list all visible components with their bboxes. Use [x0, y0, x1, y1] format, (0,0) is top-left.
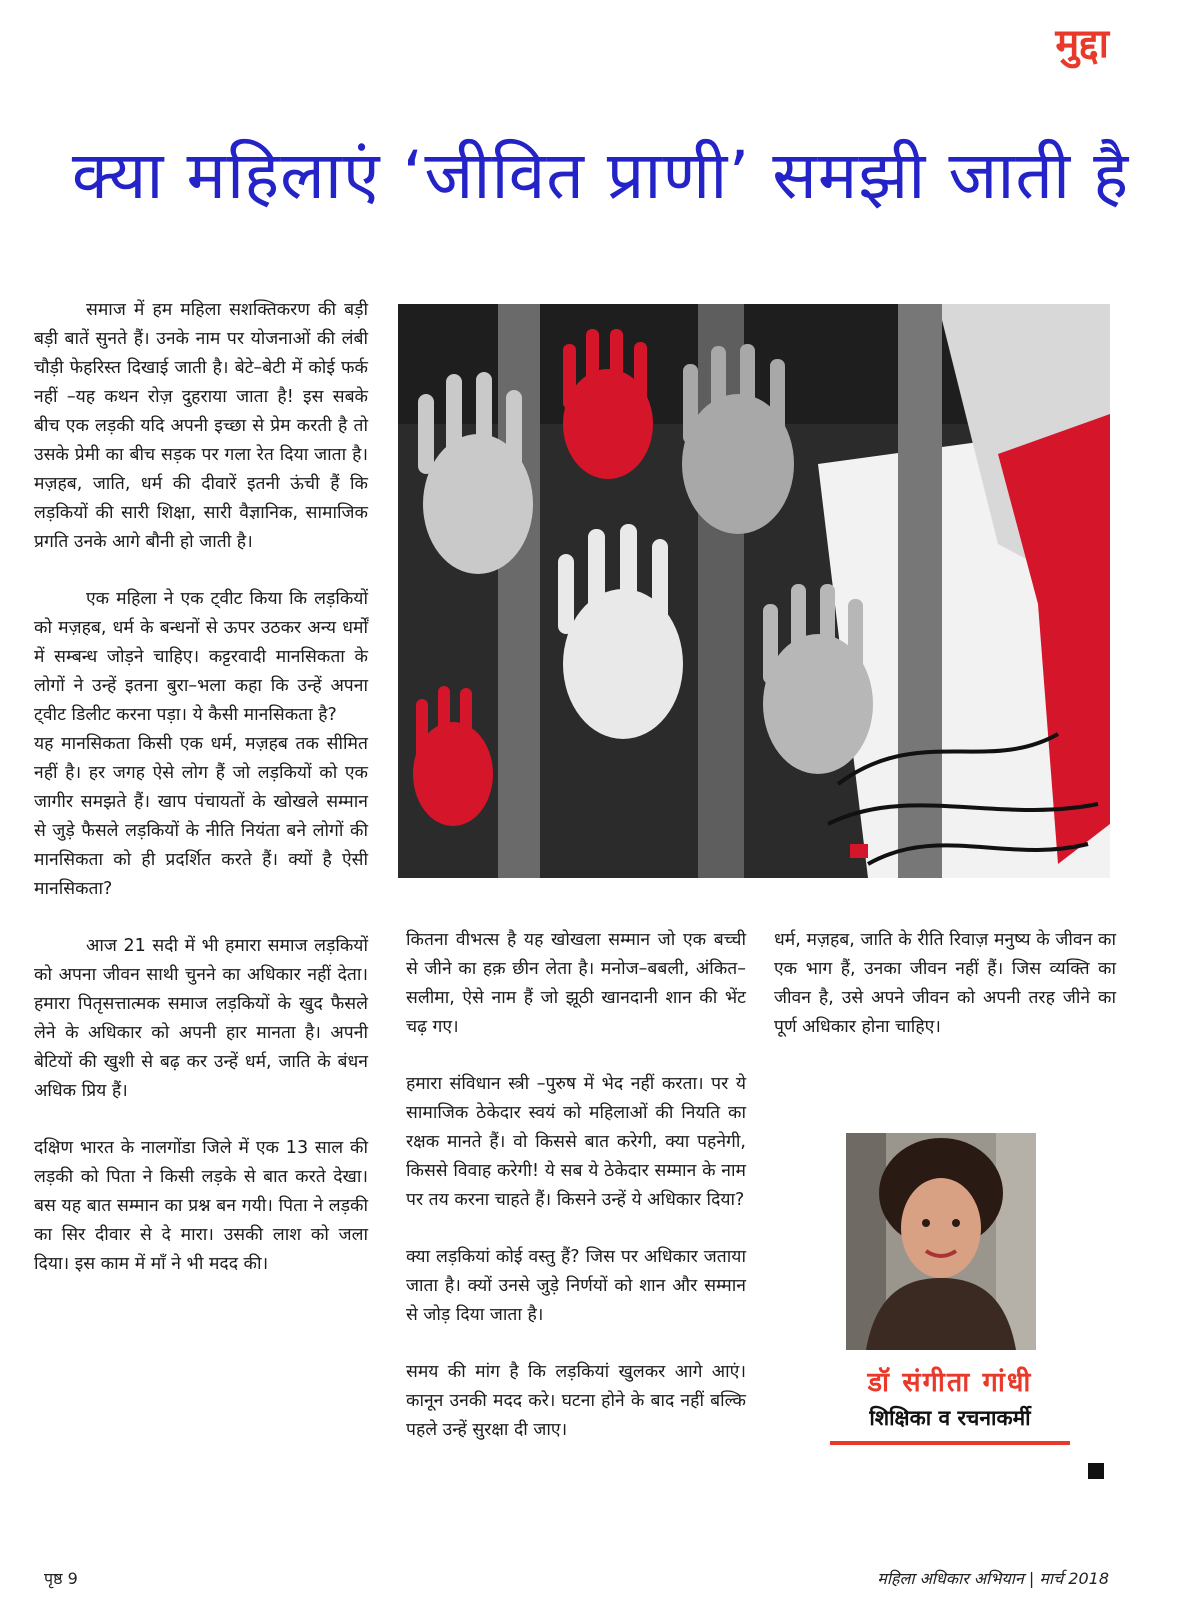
- paragraph: आज 21 सदी में भी हमारा समाज लड़कियों को अपना जीवन साथी चुनने का अधिकार नहीं देता। हमारा पितृसत्तात्मक समाज लड़कियों के खुद फैसले लेने के अधिकार को अपनी हार मानता है। अपनी बेटियों की खुशी से बढ़ कर उन्हें धर्म, जाति के बंधन अधिक प्रिय हैं।: [34, 936, 368, 1101]
- column-2: [406, 926, 746, 1445]
- column-1: [34, 296, 368, 1307]
- author-name: डॉ संगीता गांधी: [867, 1367, 1033, 1398]
- author-divider: [830, 1441, 1070, 1445]
- publication-footer: महिला अधिकार अभियान | मार्च 2018: [877, 1569, 1109, 1588]
- paragraph: हमारा संविधान स्त्री –पुरुष में भेद नहीं करता। पर ये सामाजिक ठेकेदार स्वयं को महिलाओं की नियति का रक्षक मानते हैं। वो किससे बात करेगी, क्या पहनेगी, किससे विवाह करेगी! ये सब ये ठेकेदार सम्मान के नाम पर तय करना चाहते हैं। किसने उन्हें ये अधिकार दिया?: [406, 1074, 746, 1210]
- paragraph: दक्षिण भारत के नालगोंडा जिले में एक 13 साल की लड़की को पिता ने किसी लड़के से बात करते देखा। बस यह बात सम्मान का प्रश्न बन गयी। पिता ने लड़की का सिर दीवार से दे मारा। उसकी लाश को जला दिया। इस काम में माँ ने भी मदद की।: [34, 1138, 368, 1274]
- paragraph: यह मानसिकता किसी एक धर्म, मज़हब तक सीमित नहीं है। हर जगह ऐसे लोग हैं जो लड़कियों को एक जागीर समझते हैं। खाप पंचायतों के खोखले सम्मान से जुड़े फैसले लड़कियों के नीति नियंता बने लोगों की मानसिकता को ही प्रदर्शित करते हैं। क्यों है ऐसी मानसिकता?: [34, 734, 368, 899]
- handprints-illustration: [398, 304, 1110, 878]
- article-headline: क्या महिलाएं ‘जीवित प्राणी’ समझी जाती है: [71, 137, 1130, 214]
- page-number: पृष्ठ 9: [44, 1569, 78, 1588]
- paragraph: धर्म, मज़हब, जाति के रीति रिवाज़ मनुष्य के जीवन का एक भाग हैं, उनका जीवन नहीं हैं। जिस व्यक्ति का जीवन है, उसे अपने जीवन को अपनी तरह जीने का पूर्ण अधिकार होना चाहिए।: [774, 930, 1116, 1037]
- paragraph: एक महिला ने एक ट्वीट किया कि लड़कियों को मज़हब, धर्म के बन्धनों से ऊपर उठकर अन्य धर्मों में सम्बन्ध जोड़ने चाहिए। कट्टरवादी मानसिकता के लोगों ने उन्हें इतना बुरा–भला कहा कि उन्हें अपना ट्वीट डिलीट करना पड़ा। ये कैसी मानसिकता है?: [34, 589, 368, 725]
- paragraph: क्या लड़कियां कोई वस्तु हैं? जिस पर अधिकार जताया जाता है। क्यों उनसे जुड़े निर्णयों को शान और सम्मान से जोड़ दिया जाता है।: [406, 1247, 746, 1325]
- paragraph: समाज में हम महिला सशक्तिकरण की बड़ी बड़ी बातें सुनते हैं। उनके नाम पर योजनाओं की लंबी चौड़ी फेहरिस्त दिखाई जाती है। बेटे–बेटी में कोई फर्क नहीं –यह कथन रोज़ दुहराया जाता है! इस सबके बीच एक लड़की यदि अपनी इच्छा से प्रेम करती है तो उसके प्रेमी का बीच सड़क पर गला रेत दिया जाता है। मज़हब, जाति, धर्म की दीवारें इतनी ऊंची हैं कि लड़कियों की सारी शिक्षा, सारी वैज्ञानिक, सामाजिक प्रगति उनके आगे बौनी हो जाती है।: [34, 300, 368, 552]
- paragraph: समय की मांग है कि लड़कियां खुलकर आगे आएं। कानून उनकी मदद करे। घटना होने के बाद नहीं बल्कि पहले उन्हें सुरक्षा दी जाए।: [406, 1362, 746, 1440]
- paragraph: कितना वीभत्स है यह खोखला सम्मान जो एक बच्ची से जीने का हक़ छीन लेता है। मनोज–बबली, अंकित–सलीमा, ऐसे नाम हैं जो झूठी खानदानी शान की भेंट चढ़ गए।: [406, 930, 746, 1037]
- column-3: [774, 926, 1116, 1042]
- section-label: मुद्दा: [1055, 21, 1109, 67]
- author-role: शिक्षिका व रचनाकर्मी: [869, 1406, 1031, 1430]
- end-mark: [1088, 1463, 1104, 1479]
- author-photo: [846, 1133, 1036, 1350]
